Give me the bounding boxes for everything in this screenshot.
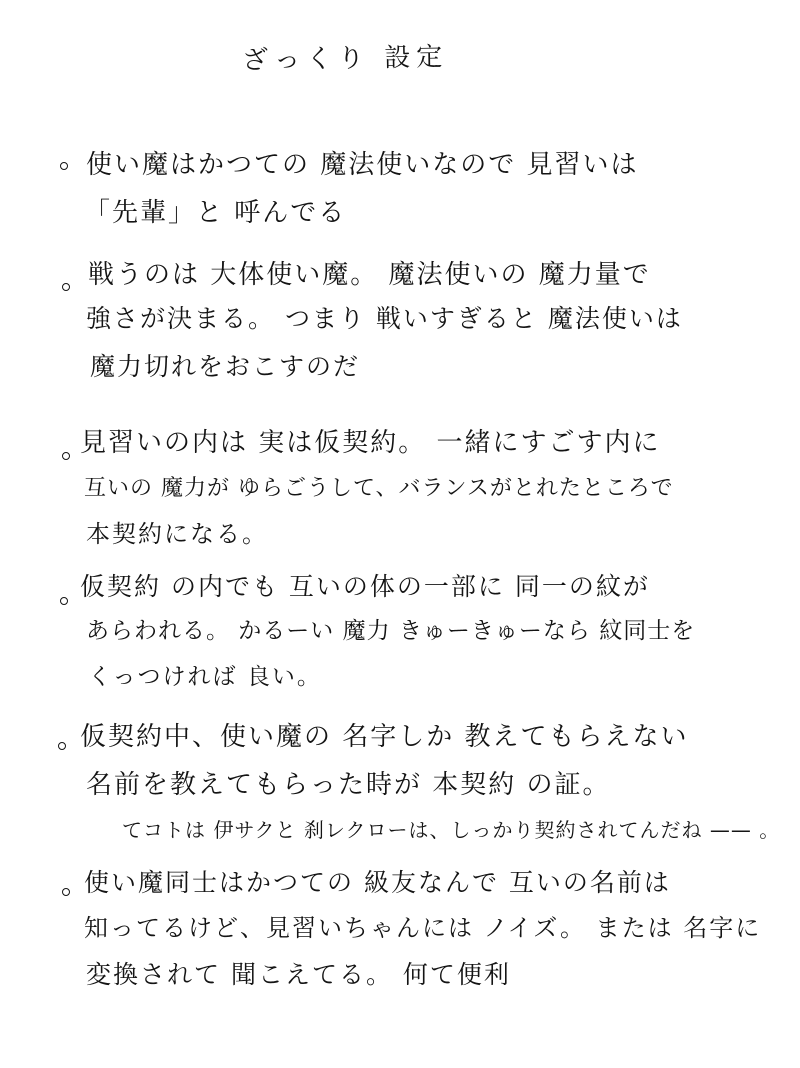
note-3-line-1: 見習いの内は 実は仮契約。 一緒にすごす内に — [80, 428, 661, 458]
note-5-line-3: てコトは 伊サクと 刹レクローは、しっかり契約されてんだね —— 。 — [122, 818, 781, 842]
bullet-icon — [62, 283, 70, 291]
note-3-line-2: 互いの 魔力が ゆらごうして、バランスがとれたところで — [84, 476, 674, 501]
note-2-line-1: 戦うのは 大体使い魔。 魔法使いの 魔力量で — [88, 260, 651, 290]
note-5-line-2: 名前を教えてもらった時が 本契約 の証。 — [86, 770, 611, 800]
note-2-line-3: 魔力切れをおこすのだ — [90, 352, 361, 381]
note-1-line-2: 「先輩」と 呼んでる — [84, 198, 347, 228]
note-4-line-3: くっつければ 良い。 — [88, 664, 322, 690]
bullet-icon — [62, 452, 70, 460]
note-6-line-3: 変換されて 聞こえてる。 何て便利 — [86, 960, 511, 989]
bullet-icon — [62, 888, 70, 896]
note-3-line-3: 本契約になる。 — [86, 520, 268, 548]
bullet-icon — [60, 597, 68, 605]
note-1-line-1: 使い魔はかつての 魔法使いなので 見習いは — [86, 150, 639, 180]
note-6-line-2: 知ってるけど、見習いちゃんには ノイズ。 または 名字に — [84, 914, 762, 942]
note-6-line-1: 使い魔同士はかつての 級友なんで 互いの名前は — [84, 868, 671, 897]
page-title: ざっくり 設定 — [241, 42, 449, 76]
note-4-line-2: あらわれる。 かるーい 魔力 きゅーきゅーなら 紋同士を — [86, 618, 696, 644]
bullet-icon — [58, 742, 66, 750]
note-5-line-1: 仮契約中、使い魔の 名字しか 教えてもらえない — [80, 722, 689, 752]
note-2-line-2: 強さが決まる。 つまり 戦いすぎると 魔法使いは — [86, 304, 683, 333]
bullet-icon — [60, 162, 68, 170]
note-4-line-1: 仮契約 の内でも 互いの体の一部に 同一の紋が — [80, 572, 650, 601]
